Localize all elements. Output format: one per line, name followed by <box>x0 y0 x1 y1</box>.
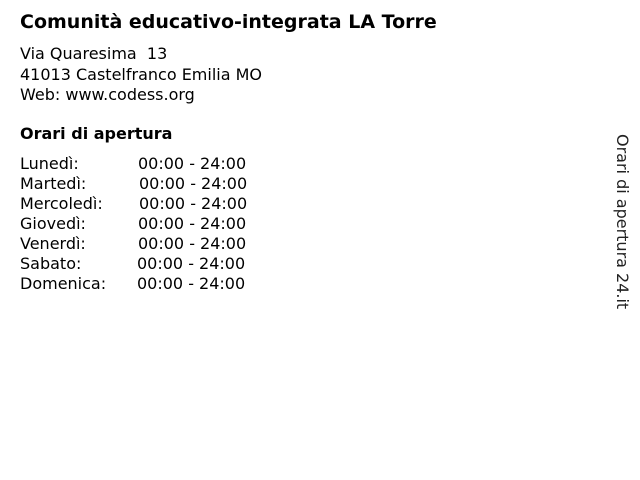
website-link[interactable]: Web: www.codess.org <box>20 85 195 104</box>
day-label: Lunedì: <box>20 154 79 173</box>
day-label: Domenica: <box>20 274 107 293</box>
time-range: 00:00 - 24:00 <box>138 234 247 253</box>
time-range: 00:00 - 24:00 <box>139 174 248 193</box>
business-address <box>20 44 262 106</box>
business-name: Comunità educativo-integrata LA Torre <box>20 11 437 33</box>
time-range: 00:00 - 24:00 <box>139 194 248 213</box>
day-label: Martedì: <box>20 174 87 193</box>
address-city: 41013 Castelfranco Emilia MO <box>20 64 263 84</box>
opening-hours-heading: Orari di apertura <box>20 124 173 143</box>
time-range: 00:00 - 24:00 <box>138 154 247 173</box>
day-label: Giovedì: <box>20 214 86 233</box>
time-range: 00:00 - 24:00 <box>138 214 247 233</box>
time-range: 00:00 - 24:00 <box>137 254 246 273</box>
day-label: Venerdì: <box>20 234 86 253</box>
time-range: 00:00 - 24:00 <box>137 274 246 293</box>
address-street: Via Quaresima 13 <box>20 44 168 63</box>
brand-watermark <box>612 134 634 309</box>
brand-site-name: Orari di apertura 24.it <box>613 134 632 310</box>
day-label: Sabato: <box>20 254 82 273</box>
day-label: Mercoledì: <box>20 194 103 213</box>
